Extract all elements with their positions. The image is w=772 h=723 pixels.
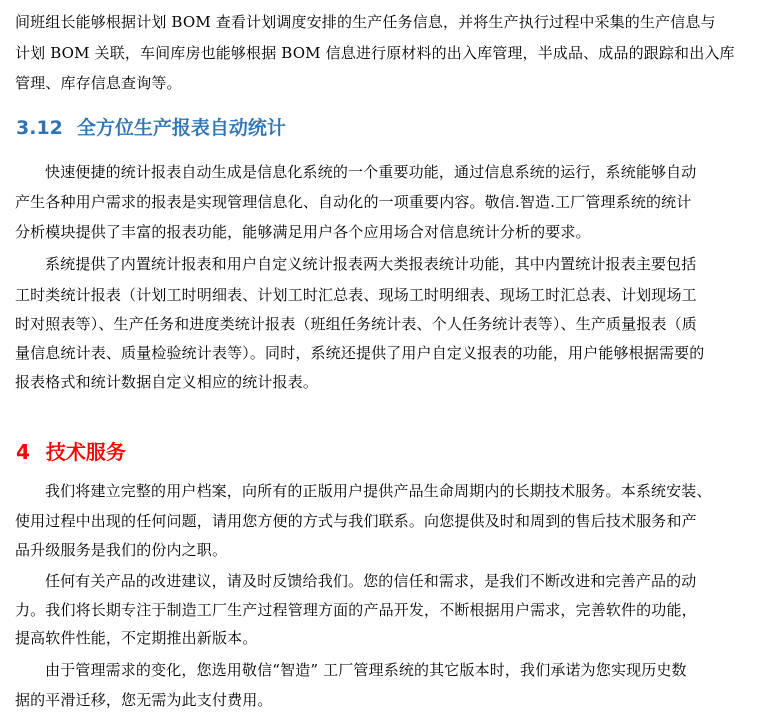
s4-p1-line-2: 使用过程中出现的任何问题，请用您方便的方式与我们联系。向您提供及时和周到的售后技术服务和产 xyxy=(15,512,697,530)
s312-p2-line-2: 工时类统计报表（计划工时明细表、计划工时汇总表、现场工时明细表、现场工时汇总表、计划现场工 xyxy=(15,286,697,304)
section-4-heading xyxy=(16,436,126,465)
s4-p2-line-1: 任何有关产品的改进建议，请及时反馈给我们。您的信任和需求，是我们不断改进和完善产品的动 xyxy=(45,572,697,590)
s4-p1-line-1: 我们将建立完整的用户档案，向所有的正版用户提供产品生命周期内的长期技术服务。本系统安装、 xyxy=(45,482,712,500)
section-3-12-heading xyxy=(16,113,286,140)
intro-line-2: 计划 BOM 关联，车间库房也能够根据 BOM 信息进行原材料的出入库管理，半成品、成品的跟踪和出入库 xyxy=(15,44,735,62)
intro-line-3: 管理、库存信息查询等。 xyxy=(15,74,182,92)
s4-p1-line-3: 品升级服务是我们的份内之职。 xyxy=(15,541,228,559)
s4-p2-line-3: 提高软件性能，不定期推出新版本。 xyxy=(15,629,258,647)
s312-p1-line-3: 分析模块提供了丰富的报表功能，能够满足用户各个应用场合对信息统计分析的要求。 xyxy=(15,223,591,241)
s312-p1-line-2: 产生各种用户需求的报表是实现管理信息化、自动化的一项重要内容。敬信.智造.工厂管理系统的统计 xyxy=(15,193,692,211)
s312-p2-line-4: 量信息统计表、质量检验统计表等）。同时，系统还提供了用户自定义报表的功能，用户能够根据需要的 xyxy=(15,344,705,362)
s4-p3-line-1: 由于管理需求的变化，您选用敬信“智造” 工厂管理系统的其它版本时，我们承诺为您实现历史数 xyxy=(45,661,687,679)
section-3-12-number: 3.12 xyxy=(16,117,63,139)
intro-line-1: 间班组长能够根据计划 BOM 查看计划调度安排的生产任务信息，并将生产执行过程中采集的生产信息与 xyxy=(15,13,716,31)
s312-p2-line-3: 时对照表等）、生产任务和进度类统计报表（班组任务统计表、个人任务统计表等）、生产质量报表（质 xyxy=(15,315,697,333)
s4-p2-line-2: 力。我们将长期专注于制造工厂生产过程管理方面的产品开发，不断根据用户需求，完善软件的功能， xyxy=(15,601,697,619)
section-4-number: 4 xyxy=(16,440,30,464)
s4-p3-line-2: 据的平滑迁移，您无需为此支付费用。 xyxy=(15,691,273,709)
section-4-title: 技术服务 xyxy=(45,440,126,464)
section-3-12-title: 全方位生产报表自动统计 xyxy=(76,117,286,139)
s312-p2-line-5: 报表格式和统计数据自定义相应的统计报表。 xyxy=(15,373,319,391)
s312-p2-line-1: 系统提供了内置统计报表和用户自定义统计报表两大类报表统计功能，其中内置统计报表主要包括 xyxy=(45,255,697,273)
s312-p1-line-1: 快速便捷的统计报表自动生成是信息化系统的一个重要功能，通过信息系统的运行，系统能够自动 xyxy=(45,163,697,181)
